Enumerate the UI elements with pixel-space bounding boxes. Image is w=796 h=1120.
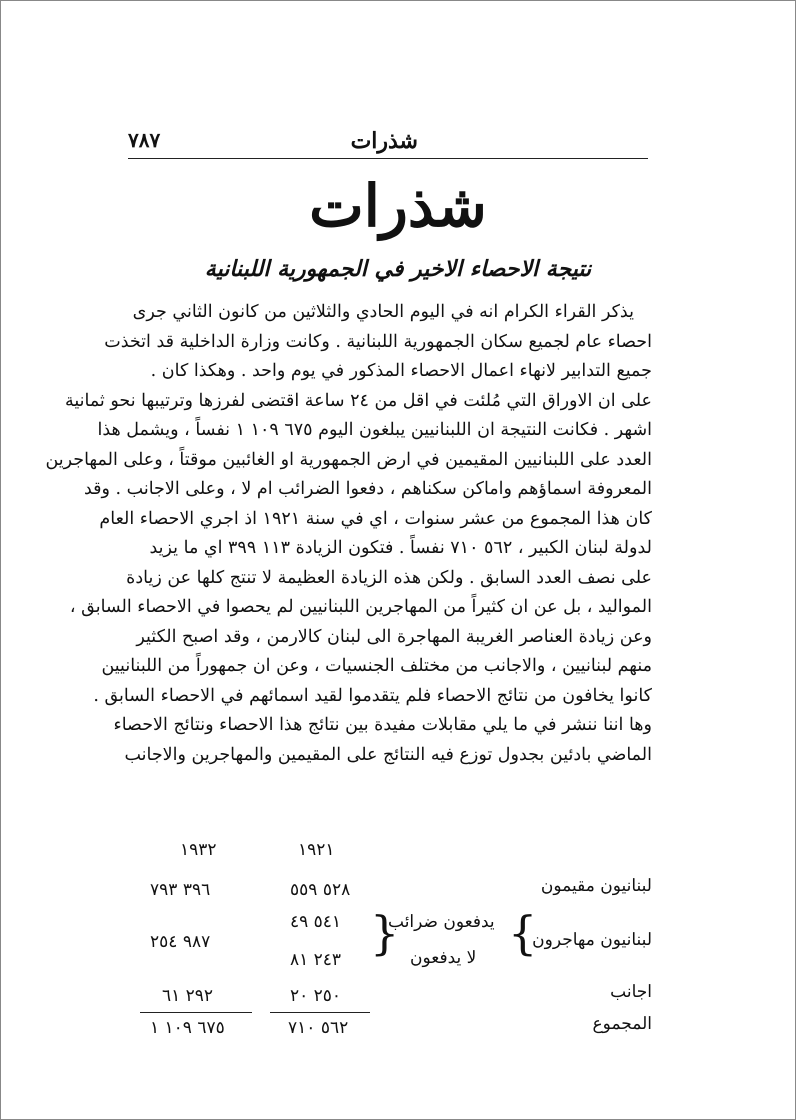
running-title: شذرات	[350, 128, 418, 154]
article-title: نتيجة الاحصاء الاخير في الجمهورية اللبنانية	[204, 256, 592, 282]
cell-residents-1921: ٥٢٨ ٥٥٩	[290, 880, 351, 900]
cell-residents-1932: ٣٩٦ ٧٩٣	[150, 880, 211, 900]
cell-total-1921: ٥٦٢ ٧١٠	[288, 1018, 349, 1038]
body-line: العدد على اللبنانيين المقيمين في ارض الجمهورية او الغائبين موقتاً ، وعلى المهاجرين	[45, 449, 652, 470]
row-label-foreigners: اجانب	[610, 982, 652, 1002]
row-label-emigrants: لبنانيون مهاجرون	[532, 930, 652, 950]
body-line: يذكر القراء الكرام انه في اليوم الحادي والثلاثين من كانون الثاني جرى	[132, 302, 634, 322]
body-line: منهم لبنانيين ، والاجانب من مختلف الجنسيات ، وعن ان جمهوراً من اللبنانيين	[101, 656, 652, 676]
brace-right: {	[370, 906, 400, 960]
section-title: شذرات	[309, 172, 487, 240]
body-line: على نصف العدد السابق . ولكن هذه الزيادة العظيمة لا تنتج كلها عن زيادة	[126, 567, 652, 588]
cell-foreigners-1932: ٢٩٢ ٦١	[162, 986, 214, 1006]
row-label-total: المجموع	[592, 1014, 652, 1034]
sum-line-1921	[270, 1012, 370, 1013]
body-line: على ان الاوراق التي مُلئت في اقل من ٢٤ ساعة اقتضى لفرزها وترتيبها نحو ثمانية	[64, 390, 652, 411]
cell-foreigners-1921: ٢٥٠ ٢٠	[290, 986, 342, 1006]
cell-total-1932: ٦٧٥ ١٠٩ ١	[150, 1018, 225, 1038]
article-body	[45, 298, 652, 770]
row-label-residents: لبنانيون مقيمون	[540, 876, 652, 896]
sublabel-taxpaying: يدفعون ضرائب	[388, 912, 495, 932]
running-header	[128, 128, 648, 154]
year-header-1932: ١٩٣٢	[180, 840, 217, 860]
header-rule	[128, 158, 648, 159]
body-line: المعروفة اسماؤهم واماكن سكناهم ، دفعوا الضرائب ام لا ، وعلى الاجانب . وقد	[83, 479, 652, 499]
body-line: كان هذا المجموع من عشر سنوات ، اي في سنة ١٩٢١ اذ اجري الاحصاء العام	[99, 508, 652, 529]
cell-emigrants-1932: ٩٨٧ ٢٥٤	[150, 932, 211, 952]
body-line: اشهر . فكانت النتيجة ان اللبنانيين يبلغون اليوم ٦٧٥ ١٠٩ ١ نفساً ، ويشمل هذا	[97, 420, 652, 440]
body-line: وها اننا ننشر في ما يلي مقابلات مفيدة بين نتائج هذا الاحصاء ونتائج الاحصاء	[113, 715, 652, 735]
body-line: وعن زيادة العناصر الغريبة المهاجرة الى لبنان كالارمن ، وقد اصبح الكثير	[136, 626, 652, 647]
year-header-1921: ١٩٢١	[298, 840, 335, 860]
cell-emigrants-taxpaying-1921: ٥٤١ ٤٩	[290, 912, 342, 932]
brace-left: }	[508, 906, 538, 960]
page-number: ٧٨٧	[128, 128, 161, 152]
body-line: المواليد ، بل عن ان كثيراً من المهاجرين اللبنانيين لم يحصوا في الاحصاء السابق ،	[69, 597, 652, 617]
body-line: جميع التدابير لانهاء اعمال الاحصاء المذكور في يوم واحد . وهكذا كان .	[150, 361, 652, 381]
sum-line-1932	[140, 1012, 252, 1013]
cell-emigrants-nontaxpaying-1921: ٢٤٣ ٨١	[290, 950, 342, 970]
sublabel-non-taxpaying: لا يدفعون	[410, 948, 477, 968]
body-line: لدولة لبنان الكبير ، ٥٦٢ ٧١٠ نفساً . فتكون الزيادة ١١٣ ٣٩٩ اي ما يزيد	[149, 538, 652, 558]
body-line: كانوا يخافون من نتائج الاحصاء فلم يتقدموا لقيد اسمائهم في الاحصاء السابق .	[93, 685, 652, 706]
body-line: الماضي بادئين بجدول توزع فيه النتائج على المقيمين والمهاجرين والاجانب	[124, 744, 652, 765]
body-line: احصاء عام لجميع سكان الجمهورية اللبنانية . وكانت وزارة الداخلية قد اتخذت	[104, 331, 652, 352]
